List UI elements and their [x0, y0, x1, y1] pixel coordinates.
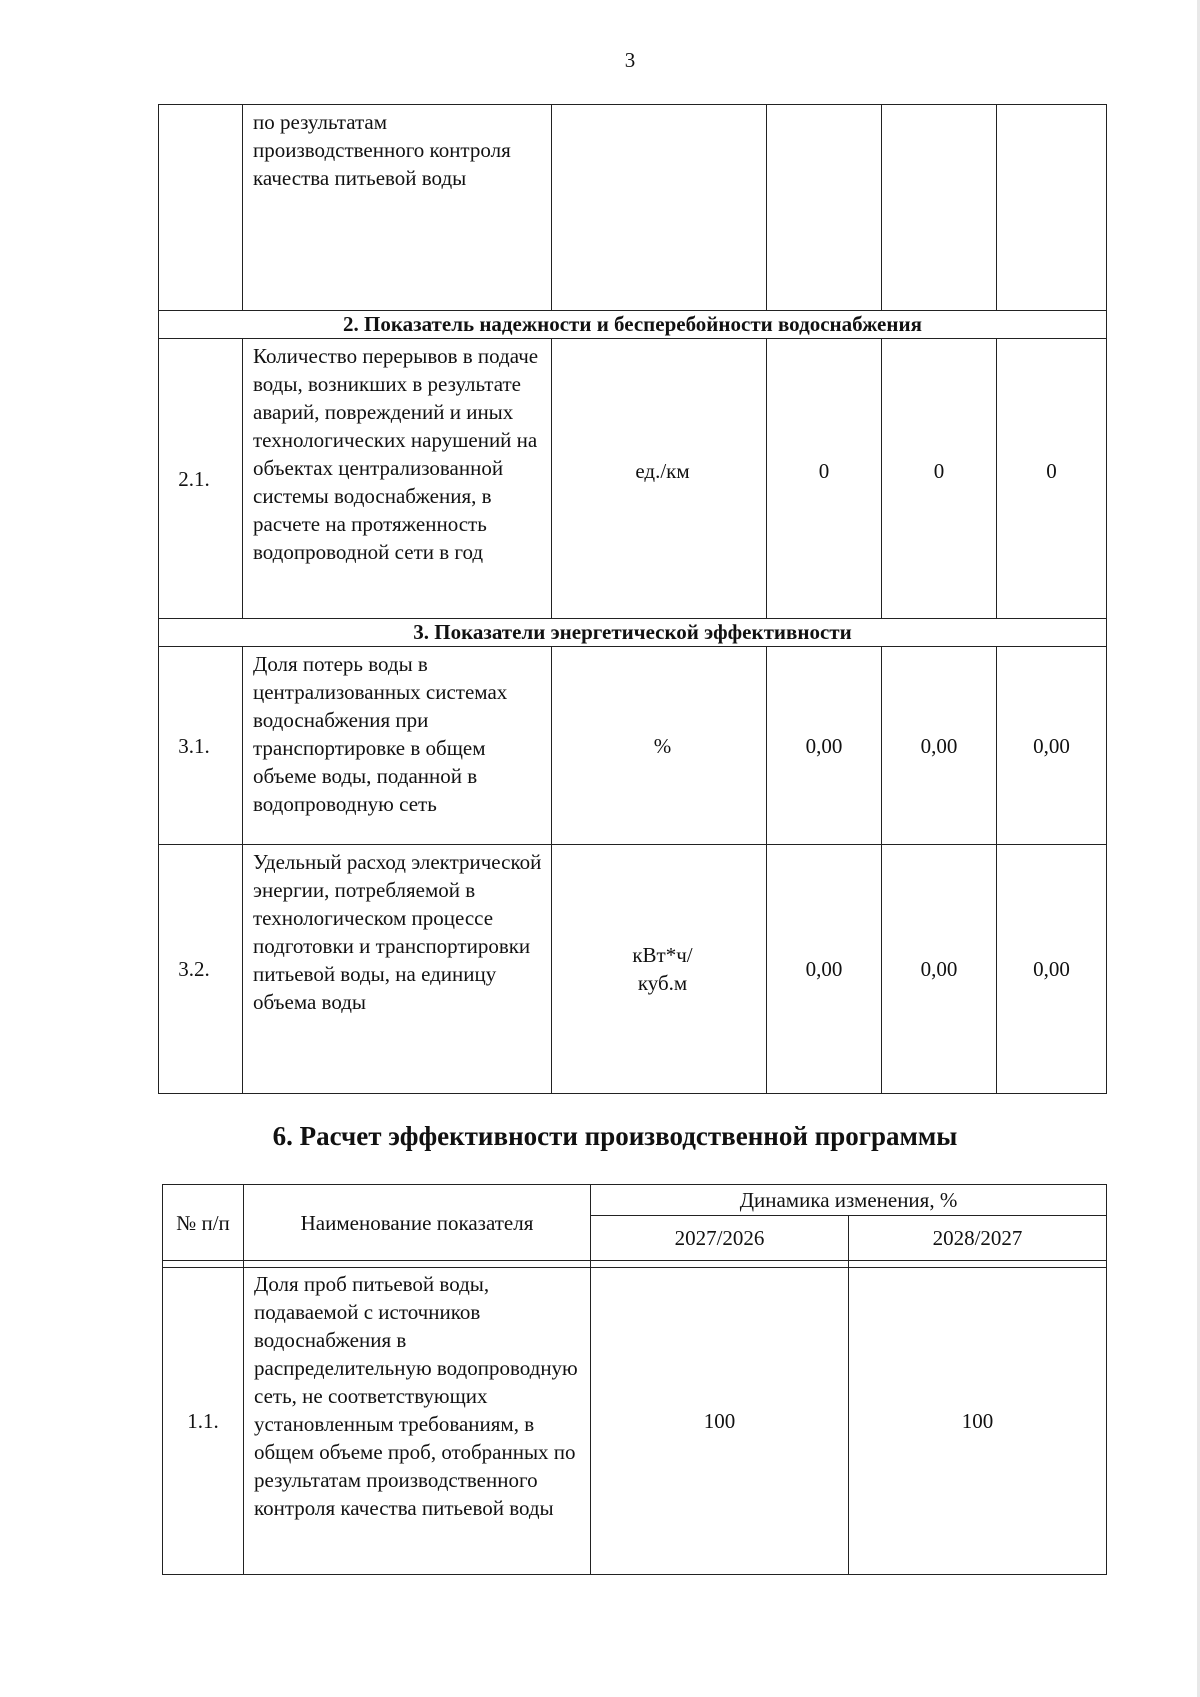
- table-row: [163, 1261, 1107, 1268]
- value-cell: 0: [767, 339, 882, 619]
- value-cell: 0,00: [882, 845, 997, 1094]
- header-row: [163, 1185, 1107, 1216]
- value-cell: 0: [997, 339, 1107, 619]
- header-name: Наименование показателя: [244, 1185, 591, 1261]
- section-heading: 6. Расчет эффективности производственной программы: [272, 1121, 958, 1151]
- spacer-cell: [849, 1261, 1107, 1268]
- section-title-3: 3. Показатели энергетической эффективности: [159, 619, 1107, 647]
- value-cell: 100: [591, 1268, 849, 1575]
- section-title-2: 2. Показатель надежности и бесперебойности водоснабжения: [159, 311, 1107, 339]
- spacer-cell: [591, 1261, 849, 1268]
- unit-cell: %: [552, 647, 767, 845]
- value-cell: [767, 105, 882, 311]
- value-cell: 0: [882, 339, 997, 619]
- table-row: [159, 647, 1107, 845]
- table-row: [159, 339, 1107, 619]
- value-cell: 0,00: [882, 647, 997, 845]
- page-number: 3: [624, 48, 636, 72]
- unit-cell: ед./км: [552, 339, 767, 619]
- row-number-cell: 2.1.: [159, 339, 243, 619]
- indicator-name-cell: Удельный расход электрической энергии, потребляемой в технологическом процессе подготовки и транспортировки питьевой воды, на единицу объема воды: [243, 845, 552, 1094]
- section-row: [159, 619, 1107, 647]
- unit-cell: [552, 105, 767, 311]
- unit-cell: [552, 845, 767, 1094]
- indicator-name-cell: Количество перерывов в подаче воды, возникших в результате аварий, повреждений и иных технологических нарушений на объектах централизованной системы водоснабжения, в расчете на протяженность водопроводной сети в год: [243, 339, 552, 619]
- value-cell: 0,00: [997, 845, 1107, 1094]
- header-period: 2027/2026: [591, 1216, 849, 1261]
- unit-line: куб.м: [637, 971, 688, 995]
- row-number-cell: 3.2.: [159, 845, 243, 1094]
- indicators-table: [158, 104, 1107, 1094]
- value-cell: 0,00: [767, 647, 882, 845]
- header-period: 2028/2027: [849, 1216, 1107, 1261]
- value-cell: [882, 105, 997, 311]
- unit-line: кВт*ч/: [632, 943, 693, 967]
- value-cell: [997, 105, 1107, 311]
- indicator-name-cell: по результатам производственного контроля качества питьевой воды: [243, 105, 552, 311]
- spacer-cell: [244, 1261, 591, 1268]
- header-dynamics: Динамика изменения, %: [591, 1185, 1107, 1216]
- section-row: [159, 311, 1107, 339]
- value-cell: 0,00: [997, 647, 1107, 845]
- efficiency-table: [162, 1184, 1107, 1575]
- table-row-continued: [159, 105, 1107, 311]
- header-number: № п/п: [163, 1185, 244, 1261]
- table-row: [159, 845, 1107, 1094]
- value-cell: 100: [849, 1268, 1107, 1575]
- indicator-name-cell: Доля проб питьевой воды, подаваемой с источников водоснабжения в распределительную водопроводную сеть, не соответствующих установленным требованиям, в общем объеме проб, отобранных по результатам производственного контроля качества питьевой воды: [244, 1268, 591, 1575]
- row-number-cell: 1.1.: [163, 1268, 244, 1575]
- value-cell: 0,00: [767, 845, 882, 1094]
- spacer-cell: [163, 1261, 244, 1268]
- indicator-name-cell: Доля потерь воды в централизованных системах водоснабжения при транспортировке в общем объеме воды, поданной в водопроводную сеть: [243, 647, 552, 845]
- row-number-cell: 3.1.: [159, 647, 243, 845]
- row-number-cell: [159, 105, 243, 311]
- table-row: [163, 1268, 1107, 1575]
